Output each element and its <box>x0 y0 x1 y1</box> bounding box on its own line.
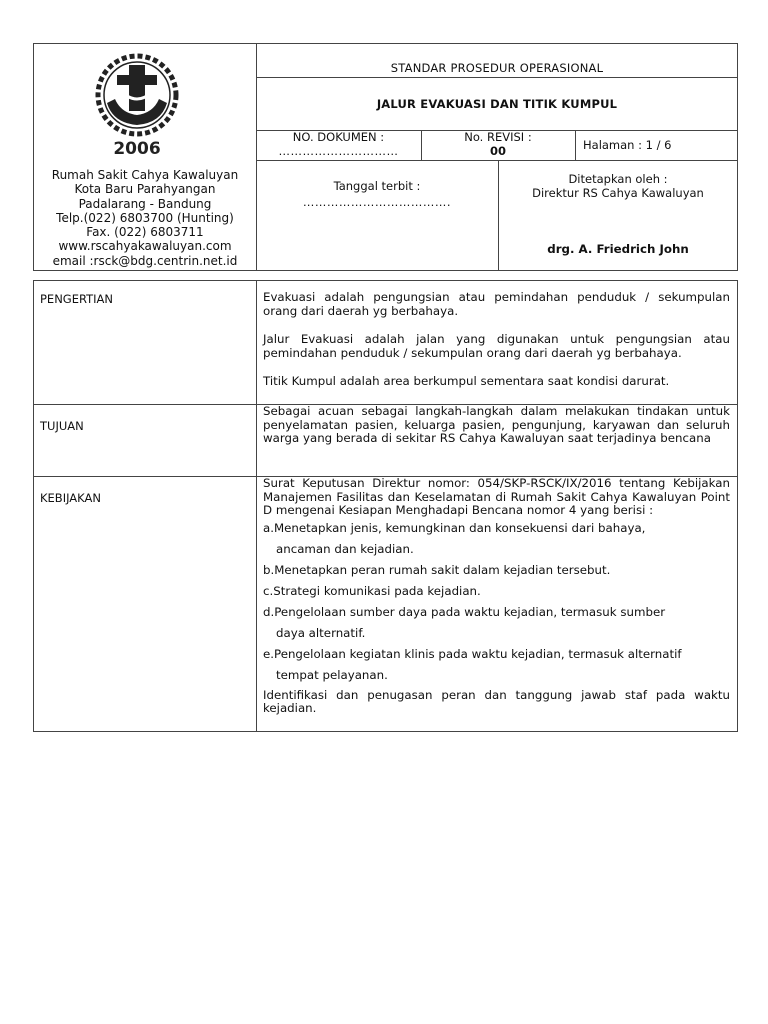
list-item-d-line-2: daya alternatif. <box>276 625 366 640</box>
doc-title: JALUR EVAKUASI DAN TITIK KUMPUL <box>376 97 618 111</box>
approved-cell <box>498 173 738 200</box>
issued-label: Tanggal terbit : <box>333 179 421 193</box>
kebijakan-intro: Surat Keputusan Direktur nomor: 054/SKP-RSCK/IX/2016 tentang Kebijakan Manajemen Fasilitas dan Keselamatan di Rumah Sakit Cahya Kawaluyan Point D mengenai Kesiapan Menghadapi Bencana nomor 4 yang berisi : <box>263 476 730 518</box>
doc-number-value: ………………………… <box>278 143 399 158</box>
list-item-e-line-2: tempat pelayanan. <box>276 667 388 682</box>
header-row-line-1 <box>256 77 738 78</box>
list-item <box>263 581 730 602</box>
revision-cell <box>421 131 575 158</box>
doc-number-label: NO. DOKUMEN : <box>292 130 385 144</box>
section-label-pengertian: PENGERTIAN <box>40 292 114 306</box>
institution-info <box>34 168 256 268</box>
institution-address-1: Kota Baru Parahyangan <box>74 182 216 197</box>
approved-role: Direktur RS Cahya Kawaluyan <box>532 185 704 200</box>
institution-address-2: Padalarang - Bandung <box>78 196 212 211</box>
logo-year: 2006 <box>113 139 161 159</box>
section-label-tujuan: TUJUAN <box>40 419 84 433</box>
header-row-line-3 <box>256 160 738 161</box>
institution-name: Rumah Sakit Cahya Kawaluyan <box>51 168 239 182</box>
content-divider-vertical <box>256 280 257 732</box>
institution-email: email :rsck@bdg.centrin.net.id <box>52 253 238 268</box>
revision-value: 00 <box>489 143 506 158</box>
approved-label: Ditetapkan oleh : <box>568 172 668 186</box>
doc-type: STANDAR PROSEDUR OPERASIONAL <box>390 61 604 75</box>
list-item <box>263 560 730 581</box>
institution-phone: Telp.(022) 6803700 (Hunting) <box>56 210 234 225</box>
row3-divider-2 <box>575 130 576 160</box>
hospital-logo-hands-cross-icon <box>93 53 181 161</box>
list-item-a-line-2: ancaman dan kejadian. <box>276 541 414 556</box>
list-item <box>263 602 730 644</box>
list-item-c-line-1: c.Strategi komunikasi pada kejadian. <box>263 583 481 598</box>
list-item <box>263 644 730 686</box>
list-item-d-line-1: d.Pengelolaan sumber daya pada waktu kejadian, termasuk sumber <box>263 604 666 619</box>
doc-number-cell <box>256 131 421 158</box>
pengertian-paragraph-3: Titik Kumpul adalah area berkumpul sementara saat kondisi darurat. <box>263 374 670 389</box>
list-item-e-line-1: e.Pengelolaan kegiatan klinis pada waktu kejadian, termasuk alternatif <box>263 646 682 661</box>
institution-website: www.rscahyakawaluyan.com <box>58 239 232 254</box>
kebijakan-closing: Identifikasi dan penugasan peran dan tanggung jawab staf pada waktu kejadian. <box>263 687 730 716</box>
section-content-tujuan: Sebagai acuan sebagai langkah-langkah dalam melakukan tindakan untuk penyelamatan pasien, keluarga pasien, pengunjung, karyawan dan seluruh warga yang berada di sekitar RS Cahya Kawaluyan saat terjadinya bencana <box>263 404 730 446</box>
issued-value: ………………………………. <box>302 194 452 209</box>
page-number: Halaman : 1 / 6 <box>583 138 672 152</box>
section-content-kebijakan <box>263 477 730 716</box>
section-label-kebijakan: KEBIJAKAN <box>40 491 101 505</box>
list-item-b-line-1: b.Menetapkan peran rumah sakit dalam kejadian tersebut. <box>263 562 611 577</box>
section-content-pengertian <box>263 291 730 389</box>
institution-fax: Fax. (022) 6803711 <box>86 225 204 240</box>
pengertian-paragraph-2: Jalur Evakuasi adalah jalan yang digunakan untuk pengungsian atau pemindahan penduduk / sekumpulan orang dari daerah yg berbahaya. <box>263 332 730 360</box>
issued-cell <box>256 180 498 209</box>
approved-name: drg. A. Friedrich John <box>547 242 689 256</box>
list-item-a-line-1: a.Menetapkan jenis, kemungkinan dan konsekuensi dari bahaya, <box>263 520 646 535</box>
list-item <box>263 518 730 560</box>
revision-label: No. REVISI : <box>464 130 532 144</box>
pengertian-paragraph-1: Evakuasi adalah pengungsian atau pemindahan penduduk / sekumpulan orang dari daerah yg berbahaya. <box>263 290 730 318</box>
